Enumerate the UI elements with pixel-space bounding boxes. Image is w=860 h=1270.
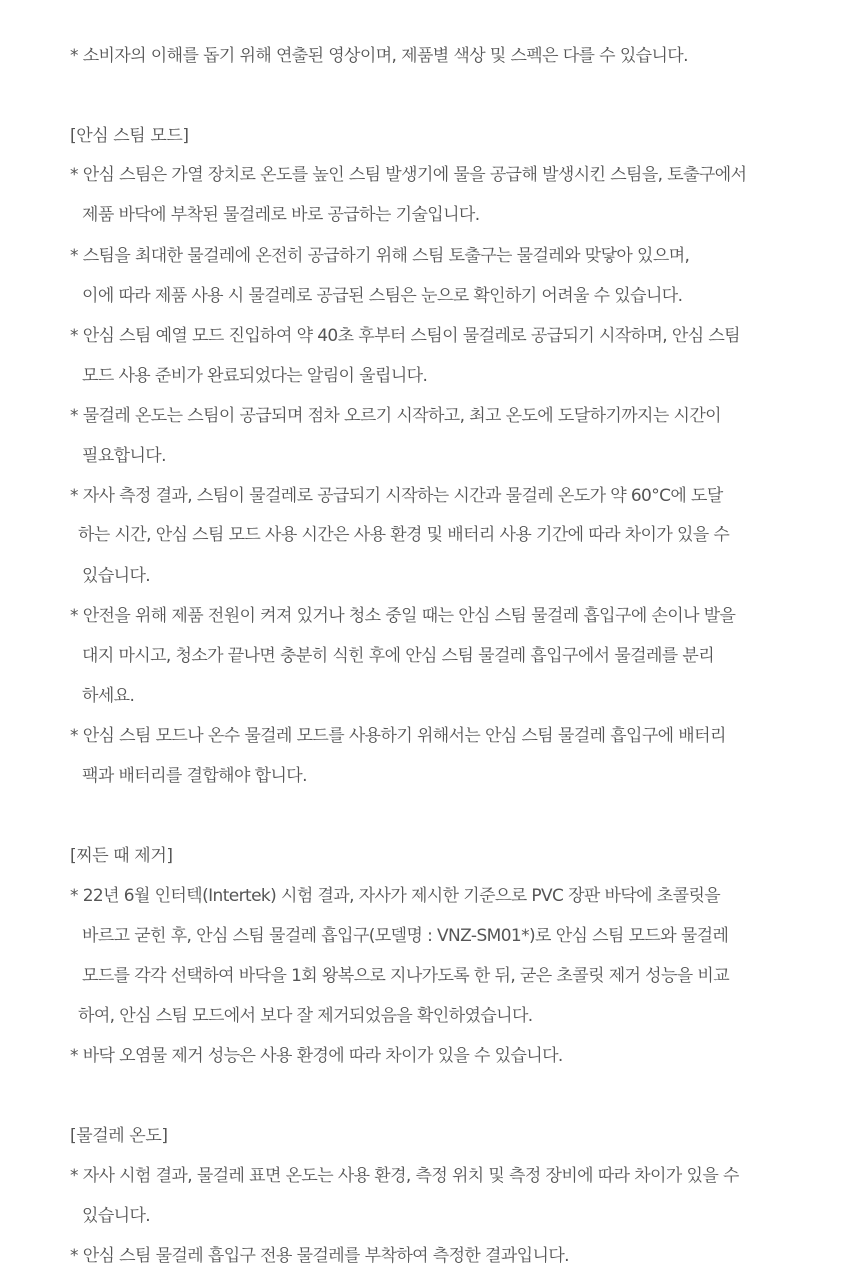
note-line: 하세요. xyxy=(82,686,135,706)
section-heading-mop-temperature: [물걸레 온도] xyxy=(70,1126,168,1146)
note-line: * 자사 시험 결과, 물걸레 표면 온도는 사용 환경, 측정 위치 및 측정 장비에 따라 차이가 있을 수 xyxy=(70,1166,739,1186)
note-line: * 안심 스팀 물걸레 흡입구 전용 물걸레를 부착하여 측정한 결과입니다. xyxy=(70,1246,569,1266)
note-line: 있습니다. xyxy=(82,1206,151,1226)
note-line: * 물걸레 온도는 스팀이 공급되며 점차 오르기 시작하고, 최고 온도에 도달하기까지는 시간이 xyxy=(70,406,721,426)
note-line: * 바닥 오염물 제거 성능은 사용 환경에 따라 차이가 있을 수 있습니다. xyxy=(70,1046,563,1066)
note-line: * 안전을 위해 제품 전원이 켜져 있거나 청소 중일 때는 안심 스팀 물걸레 흡입구에 손이나 발을 xyxy=(70,606,736,626)
note-line: * 스팀을 최대한 물걸레에 온전히 공급하기 위해 스팀 토출구는 물걸레와 맞닿아 있으며, xyxy=(70,246,690,266)
disclaimer-text: * 소비자의 이해를 돕기 위해 연출된 영상이며, 제품별 색상 및 스펙은 다를 수 있습니다. xyxy=(70,46,688,66)
note-line: * 안심 스팀은 가열 장치로 온도를 높인 스팀 발생기에 물을 공급해 발생시킨 스팀을, 토출구에서 xyxy=(70,165,747,185)
note-line: 필요합니다. xyxy=(82,446,166,466)
note-line: * 안심 스팀 모드나 온수 물걸레 모드를 사용하기 위해서는 안심 스팀 물걸레 흡입구에 배터리 xyxy=(70,726,726,746)
note-line: 하는 시간, 안심 스팀 모드 사용 시간은 사용 환경 및 배터리 사용 기간에 따라 차이가 있을 수 xyxy=(78,525,730,545)
section-heading-stain-removal: [찌든 때 제거] xyxy=(70,846,173,866)
note-line: 있습니다. xyxy=(82,566,151,586)
section-heading-steam-mode: [안심 스팀 모드] xyxy=(70,126,189,146)
note-line: 대지 마시고, 청소가 끝나면 충분히 식힌 후에 안심 스팀 물걸레 흡입구에서 물걸레를 분리 xyxy=(82,646,715,666)
note-line: 모드를 각각 선택하여 바닥을 1회 왕복으로 지나가도록 한 뒤, 굳은 초콜릿 제거 성능을 비교 xyxy=(82,966,730,986)
note-line: 제품 바닥에 부착된 물걸레로 바로 공급하는 기술입니다. xyxy=(82,205,480,225)
note-line: * 22년 6월 인터텍(Intertek) 시험 결과, 자사가 제시한 기준으로 PVC 장판 바닥에 초콜릿을 xyxy=(70,886,721,906)
note-line: 바르고 굳힌 후, 안심 스팀 물걸레 흡입구(모델명 : VNZ-SM01*)로 안심 스팀 모드와 물걸레 xyxy=(82,926,729,946)
note-line: 하여, 안심 스팀 모드에서 보다 잘 제거되었음을 확인하였습니다. xyxy=(78,1006,533,1026)
note-line: * 안심 스팀 예열 모드 진입하여 약 40초 후부터 스팀이 물걸레로 공급되기 시작하며, 안심 스팀 xyxy=(70,326,740,346)
note-line: 모드 사용 준비가 완료되었다는 알림이 울립니다. xyxy=(82,366,428,386)
note-line: 팩과 배터리를 결합해야 합니다. xyxy=(82,766,307,786)
note-line: * 자사 측정 결과, 스팀이 물걸레로 공급되기 시작하는 시간과 물걸레 온도가 약 60°C에 도달 xyxy=(70,486,723,506)
note-line: 이에 따라 제품 사용 시 물걸레로 공급된 스팀은 눈으로 확인하기 어려울 수 있습니다. xyxy=(82,286,683,306)
